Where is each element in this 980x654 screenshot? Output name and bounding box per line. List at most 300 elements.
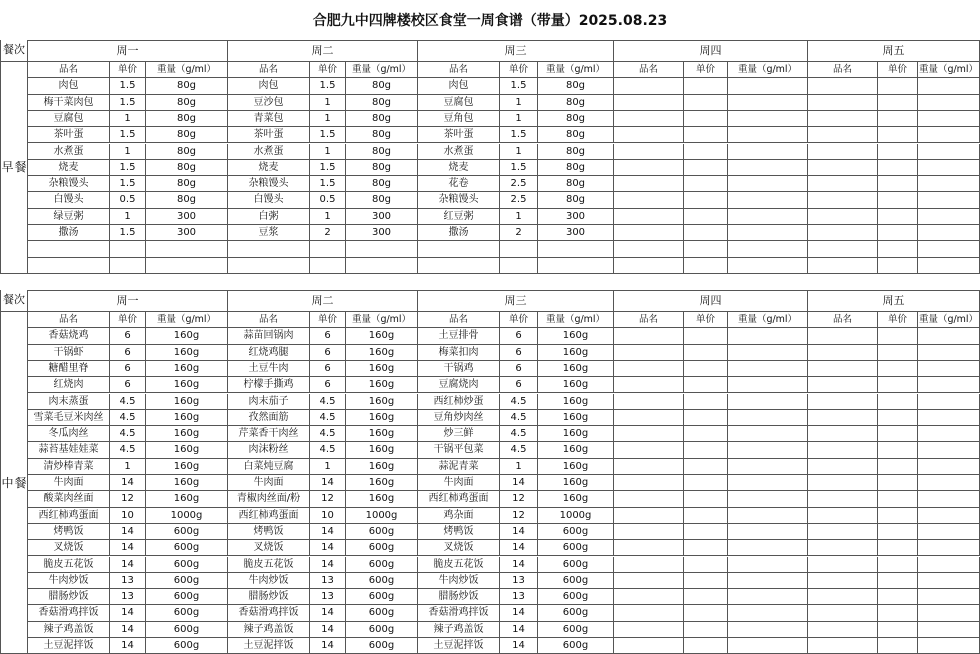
empty-cell: [684, 127, 728, 143]
dish-name: 水煮蛋: [228, 144, 310, 160]
dish-price: 4.5: [110, 394, 146, 410]
empty-cell: [918, 540, 980, 556]
dish-weight: 80g: [146, 192, 228, 208]
dish-name: 杂粮馒头: [28, 176, 110, 192]
empty-cell: [728, 225, 808, 241]
dish-weight: 160g: [538, 426, 614, 442]
empty-cell: [728, 605, 808, 621]
empty-cell: [614, 589, 684, 605]
dish-price: 6: [500, 361, 538, 377]
dish-name: 柠檬手撕鸡: [228, 377, 310, 393]
empty-cell: [808, 258, 878, 274]
dish-price: 2.5: [500, 176, 538, 192]
empty-cell: [918, 258, 980, 274]
dish-price: 14: [310, 638, 346, 654]
empty-cell: [808, 442, 878, 458]
dish-name: 白粥: [228, 209, 310, 225]
dish-price: 14: [110, 622, 146, 638]
dish-name: 烤鸭饭: [228, 524, 310, 540]
meal-column-header: 餐次: [0, 290, 28, 312]
empty-cell: [418, 241, 500, 257]
dish-name: 土豆牛肉: [228, 361, 310, 377]
empty-cell: [684, 442, 728, 458]
dish-name: 肉末茄子: [228, 394, 310, 410]
dish-name: 豆腐包: [28, 111, 110, 127]
empty-cell: [614, 192, 684, 208]
dish-name: 烤鸭饭: [418, 524, 500, 540]
dish-weight: 160g: [346, 426, 418, 442]
dish-name: 辣子鸡盖饭: [228, 622, 310, 638]
column-header-weight: 重量（g/ml）: [918, 62, 980, 78]
column-header-weight: 重量（g/ml）: [346, 62, 418, 78]
dish-name: 清炒棒青菜: [28, 459, 110, 475]
empty-cell: [808, 394, 878, 410]
empty-cell: [878, 225, 918, 241]
dish-price: 12: [110, 491, 146, 507]
empty-cell: [918, 475, 980, 491]
dish-name: 西红柿鸡蛋面: [418, 491, 500, 507]
dish-price: 14: [310, 622, 346, 638]
empty-cell: [808, 209, 878, 225]
dish-price: 1: [500, 209, 538, 225]
dish-weight: 160g: [538, 377, 614, 393]
empty-cell: [728, 459, 808, 475]
dish-name: 梅干菜肉包: [28, 95, 110, 111]
column-header-price: 单价: [500, 312, 538, 328]
empty-cell: [684, 524, 728, 540]
empty-cell: [728, 160, 808, 176]
empty-cell: [684, 426, 728, 442]
dish-weight: 160g: [146, 442, 228, 458]
dish-price: 14: [500, 540, 538, 556]
column-header-price: 单价: [500, 62, 538, 78]
dish-price: 4.5: [500, 410, 538, 426]
empty-cell: [918, 638, 980, 654]
dish-name: 绿豆粥: [28, 209, 110, 225]
empty-cell: [878, 524, 918, 540]
dish-weight: 80g: [346, 127, 418, 143]
dish-price: 1.5: [110, 95, 146, 111]
dish-price: 1.5: [110, 176, 146, 192]
column-header-name: 品名: [808, 62, 878, 78]
empty-cell: [614, 160, 684, 176]
empty-cell: [614, 225, 684, 241]
empty-cell: [684, 160, 728, 176]
empty-cell: [614, 127, 684, 143]
dish-price: 1.5: [500, 78, 538, 94]
empty-cell: [728, 508, 808, 524]
empty-cell: [728, 127, 808, 143]
dish-price: 6: [310, 361, 346, 377]
dish-weight: 160g: [346, 345, 418, 361]
dish-name: 豆浆: [228, 225, 310, 241]
dish-name: 土豆泥拌饭: [28, 638, 110, 654]
empty-cell: [614, 573, 684, 589]
empty-cell: [684, 345, 728, 361]
dish-name: 白馒头: [28, 192, 110, 208]
empty-cell: [808, 426, 878, 442]
empty-cell: [346, 241, 418, 257]
dish-weight: 80g: [146, 95, 228, 111]
dish-weight: 160g: [146, 426, 228, 442]
dish-price: 1: [310, 111, 346, 127]
empty-cell: [614, 410, 684, 426]
dish-weight: 80g: [346, 78, 418, 94]
dish-name: 土豆泥拌饭: [418, 638, 500, 654]
empty-cell: [878, 160, 918, 176]
empty-cell: [808, 95, 878, 111]
dish-weight: 600g: [346, 638, 418, 654]
dish-name: 西红柿鸡蛋面: [228, 508, 310, 524]
dish-name: 烧麦: [418, 160, 500, 176]
empty-cell: [684, 176, 728, 192]
empty-cell: [614, 328, 684, 344]
empty-cell: [878, 345, 918, 361]
empty-cell: [878, 111, 918, 127]
empty-cell: [728, 622, 808, 638]
dish-name: 青菜包: [228, 111, 310, 127]
column-header-price: 单价: [310, 312, 346, 328]
column-header-name: 品名: [418, 312, 500, 328]
empty-cell: [878, 241, 918, 257]
dish-weight: 160g: [346, 475, 418, 491]
dish-price: 1: [310, 459, 346, 475]
dish-price: 2.5: [500, 192, 538, 208]
dish-name: 烧麦: [228, 160, 310, 176]
dish-weight: 160g: [146, 475, 228, 491]
dish-name: 冬瓜肉丝: [28, 426, 110, 442]
dish-price: 14: [110, 638, 146, 654]
empty-cell: [728, 377, 808, 393]
empty-cell: [918, 377, 980, 393]
empty-cell: [728, 638, 808, 654]
empty-cell: [918, 491, 980, 507]
empty-cell: [878, 622, 918, 638]
empty-cell: [808, 328, 878, 344]
empty-cell: [878, 328, 918, 344]
empty-cell: [728, 491, 808, 507]
dish-weight: 600g: [146, 524, 228, 540]
dish-name: 茶叶蛋: [418, 127, 500, 143]
dish-price: 1.5: [110, 78, 146, 94]
empty-cell: [614, 209, 684, 225]
dish-price: 13: [110, 573, 146, 589]
dish-name: 茶叶蛋: [228, 127, 310, 143]
empty-cell: [918, 508, 980, 524]
dish-weight: 160g: [146, 410, 228, 426]
dish-weight: 80g: [346, 111, 418, 127]
dish-price: 0.5: [310, 192, 346, 208]
day-header: 周五: [808, 40, 980, 62]
empty-cell: [684, 192, 728, 208]
empty-cell: [728, 241, 808, 257]
empty-cell: [728, 557, 808, 573]
column-header-price: 单价: [878, 312, 918, 328]
empty-cell: [28, 258, 110, 274]
dish-name: 红烧鸡腿: [228, 345, 310, 361]
dish-weight: 80g: [538, 192, 614, 208]
dish-name: 白菜炖豆腐: [228, 459, 310, 475]
meal-label-char: 早: [1, 160, 14, 175]
dish-name: 豆腐包: [418, 95, 500, 111]
empty-cell: [808, 622, 878, 638]
empty-cell: [918, 209, 980, 225]
dish-name: 肉沫粉丝: [228, 442, 310, 458]
empty-cell: [728, 589, 808, 605]
dish-weight: 160g: [346, 459, 418, 475]
dish-name: 红豆粥: [418, 209, 500, 225]
dish-weight: 600g: [346, 605, 418, 621]
empty-cell: [878, 442, 918, 458]
empty-cell: [500, 258, 538, 274]
empty-cell: [878, 377, 918, 393]
dish-name: 香菇滑鸡拌饭: [228, 605, 310, 621]
empty-cell: [918, 557, 980, 573]
empty-cell: [538, 258, 614, 274]
empty-cell: [614, 377, 684, 393]
dish-price: 6: [310, 377, 346, 393]
dish-name: 西红柿鸡蛋面: [28, 508, 110, 524]
empty-cell: [878, 491, 918, 507]
empty-cell: [728, 95, 808, 111]
empty-cell: [614, 111, 684, 127]
empty-cell: [614, 345, 684, 361]
dish-weight: 300: [538, 225, 614, 241]
column-header-name: 品名: [28, 312, 110, 328]
empty-cell: [878, 426, 918, 442]
dish-weight: 1000g: [146, 508, 228, 524]
dish-weight: 160g: [346, 410, 418, 426]
dish-weight: 600g: [146, 622, 228, 638]
empty-cell: [918, 192, 980, 208]
empty-cell: [728, 540, 808, 556]
dish-price: 2: [500, 225, 538, 241]
column-header-name: 品名: [614, 312, 684, 328]
empty-cell: [808, 377, 878, 393]
dish-weight: 80g: [346, 192, 418, 208]
empty-cell: [614, 622, 684, 638]
dish-weight: 160g: [346, 442, 418, 458]
dish-price: 1.5: [310, 127, 346, 143]
dish-price: 1.5: [310, 160, 346, 176]
empty-cell: [808, 638, 878, 654]
dish-name: 豆角包: [418, 111, 500, 127]
dish-price: 14: [500, 557, 538, 573]
empty-cell: [728, 524, 808, 540]
dish-price: 4.5: [310, 426, 346, 442]
dish-weight: 600g: [146, 573, 228, 589]
dish-price: 6: [500, 345, 538, 361]
empty-cell: [918, 111, 980, 127]
dish-price: 1.5: [500, 160, 538, 176]
dish-price: 12: [500, 491, 538, 507]
empty-cell: [808, 540, 878, 556]
empty-cell: [728, 573, 808, 589]
dish-price: 1: [310, 209, 346, 225]
day-header: 周二: [228, 40, 418, 62]
empty-cell: [808, 241, 878, 257]
column-header-price: 单价: [110, 312, 146, 328]
dish-weight: 300: [146, 209, 228, 225]
dish-weight: 600g: [538, 524, 614, 540]
dish-weight: 160g: [146, 361, 228, 377]
dish-weight: 80g: [538, 95, 614, 111]
empty-cell: [878, 605, 918, 621]
column-header-price: 单价: [110, 62, 146, 78]
empty-cell: [310, 258, 346, 274]
dish-price: 1: [110, 144, 146, 160]
dish-price: 13: [500, 589, 538, 605]
dish-price: 1: [310, 95, 346, 111]
dish-price: 4.5: [310, 410, 346, 426]
dish-price: 14: [500, 605, 538, 621]
empty-cell: [684, 573, 728, 589]
empty-cell: [346, 258, 418, 274]
dish-price: 6: [500, 328, 538, 344]
empty-cell: [918, 442, 980, 458]
dish-price: 4.5: [500, 426, 538, 442]
empty-cell: [808, 192, 878, 208]
dish-weight: 160g: [146, 328, 228, 344]
dish-name: 肉包: [228, 78, 310, 94]
column-header-name: 品名: [614, 62, 684, 78]
dish-weight: 600g: [146, 638, 228, 654]
dish-price: 14: [500, 622, 538, 638]
dish-name: 撒汤: [28, 225, 110, 241]
empty-cell: [808, 459, 878, 475]
empty-cell: [684, 557, 728, 573]
dish-price: 4.5: [500, 394, 538, 410]
dish-name: 白馒头: [228, 192, 310, 208]
dish-weight: 600g: [538, 540, 614, 556]
dish-weight: 600g: [538, 557, 614, 573]
dish-weight: 80g: [146, 160, 228, 176]
column-header-weight: 重量（g/ml）: [346, 312, 418, 328]
empty-cell: [728, 475, 808, 491]
dish-name: 肉末蒸蛋: [28, 394, 110, 410]
dish-weight: 160g: [538, 394, 614, 410]
empty-cell: [918, 410, 980, 426]
empty-cell: [878, 508, 918, 524]
empty-cell: [684, 410, 728, 426]
dish-weight: 160g: [538, 345, 614, 361]
dish-name: 腊肠炒饭: [418, 589, 500, 605]
dish-price: 6: [500, 377, 538, 393]
dish-price: 12: [310, 491, 346, 507]
empty-cell: [808, 361, 878, 377]
dish-weight: 80g: [538, 78, 614, 94]
empty-cell: [684, 491, 728, 507]
dish-price: 1: [500, 95, 538, 111]
dish-name: 茶叶蛋: [28, 127, 110, 143]
dish-price: 1.5: [110, 127, 146, 143]
dish-name: 酸菜肉丝面: [28, 491, 110, 507]
empty-cell: [878, 127, 918, 143]
dish-price: 1.5: [110, 160, 146, 176]
dish-weight: 160g: [538, 459, 614, 475]
dish-name: 梅菜扣肉: [418, 345, 500, 361]
dish-name: 烧麦: [28, 160, 110, 176]
empty-cell: [918, 225, 980, 241]
dish-weight: 80g: [146, 144, 228, 160]
empty-cell: [878, 557, 918, 573]
dish-price: 14: [310, 540, 346, 556]
meal-label: [0, 62, 28, 274]
empty-cell: [110, 241, 146, 257]
column-header-weight: 重量（g/ml）: [728, 62, 808, 78]
dish-price: 6: [310, 328, 346, 344]
dish-weight: 600g: [538, 638, 614, 654]
empty-cell: [918, 426, 980, 442]
day-header: 周五: [808, 290, 980, 312]
dish-weight: 1000g: [538, 508, 614, 524]
column-header-price: 单价: [684, 312, 728, 328]
column-header-name: 品名: [28, 62, 110, 78]
empty-cell: [808, 225, 878, 241]
empty-cell: [808, 589, 878, 605]
empty-cell: [918, 78, 980, 94]
dish-price: 14: [310, 557, 346, 573]
dish-weight: 160g: [538, 361, 614, 377]
column-header-weight: 重量（g/ml）: [728, 312, 808, 328]
empty-cell: [684, 78, 728, 94]
menu-table: [0, 40, 980, 651]
dish-name: 炒三鲜: [418, 426, 500, 442]
dish-weight: 80g: [146, 176, 228, 192]
column-header-name: 品名: [228, 312, 310, 328]
empty-cell: [878, 459, 918, 475]
dish-name: 鸡杂面: [418, 508, 500, 524]
dish-name: 叉烧饭: [228, 540, 310, 556]
dish-price: 4.5: [110, 442, 146, 458]
dish-price: 4.5: [110, 410, 146, 426]
dish-name: 叉烧饭: [28, 540, 110, 556]
empty-cell: [808, 160, 878, 176]
dish-name: 干锅鸡: [418, 361, 500, 377]
empty-cell: [878, 410, 918, 426]
empty-cell: [684, 258, 728, 274]
dish-name: 叉烧饭: [418, 540, 500, 556]
dish-name: 牛肉面: [28, 475, 110, 491]
dish-name: 辣子鸡盖饭: [418, 622, 500, 638]
dish-name: 芹菜香干肉丝: [228, 426, 310, 442]
dish-weight: 600g: [346, 557, 418, 573]
empty-cell: [728, 394, 808, 410]
empty-cell: [728, 361, 808, 377]
empty-cell: [918, 394, 980, 410]
dish-weight: 160g: [538, 328, 614, 344]
dish-price: 14: [500, 475, 538, 491]
meal-label: [0, 312, 28, 654]
day-header: 周三: [418, 290, 614, 312]
empty-cell: [684, 144, 728, 160]
dish-weight: 160g: [538, 442, 614, 458]
empty-cell: [918, 622, 980, 638]
empty-cell: [538, 241, 614, 257]
empty-cell: [614, 442, 684, 458]
column-header-weight: 重量（g/ml）: [538, 312, 614, 328]
dish-weight: 80g: [146, 78, 228, 94]
empty-cell: [808, 605, 878, 621]
empty-cell: [918, 95, 980, 111]
dish-name: 豆角炒肉丝: [418, 410, 500, 426]
empty-cell: [728, 345, 808, 361]
empty-cell: [614, 475, 684, 491]
empty-cell: [808, 78, 878, 94]
empty-cell: [684, 508, 728, 524]
day-header: 周三: [418, 40, 614, 62]
dish-price: 4.5: [310, 394, 346, 410]
